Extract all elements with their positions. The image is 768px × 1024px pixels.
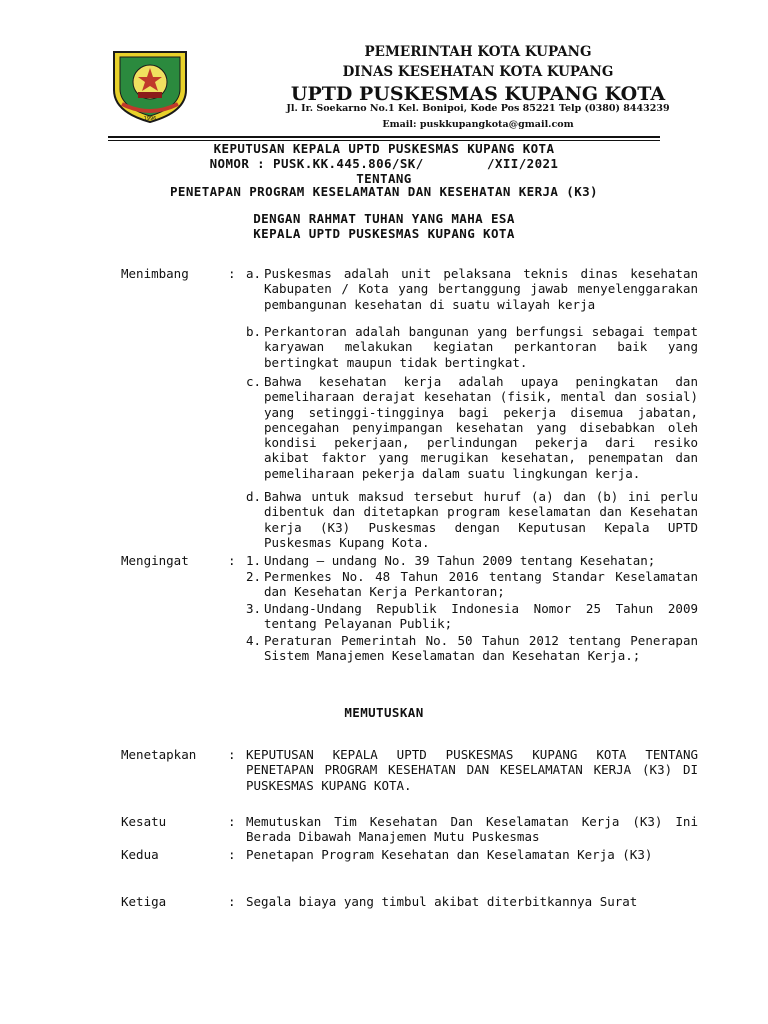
menimbang-colon: : bbox=[228, 266, 236, 281]
kesatu-text: Memutuskan Tim Kesehatan Dan Keselamatan Kerja (K3) Ini Berada Dibawah Manajemen Mutu Puskesmas bbox=[246, 814, 698, 845]
menetapkan-colon: : bbox=[228, 747, 236, 762]
menimbang-b-marker: b. bbox=[246, 324, 262, 339]
decree-number: NOMOR : PUSK.KK.445.806/SK/ /XII/2021 bbox=[209, 156, 559, 171]
mengingat-label: Mengingat bbox=[121, 553, 189, 568]
menimbang-c-marker: c. bbox=[246, 374, 262, 389]
mengingat-3-marker: 3. bbox=[246, 601, 262, 616]
kedua-label: Kedua bbox=[121, 847, 159, 862]
mengingat-1-marker: 1. bbox=[246, 553, 262, 568]
memutuskan-heading: MEMUTUSKAN bbox=[344, 705, 424, 720]
ketiga-text: Segala biaya yang timbul akibat diterbitkannya Surat bbox=[246, 894, 638, 909]
ketiga-label: Ketiga bbox=[121, 894, 167, 909]
header-email: Email: puskkupangkota@gmail.com bbox=[382, 119, 574, 130]
header-divider-thick bbox=[108, 136, 660, 138]
header-department: DINAS KESEHATAN KOTA KUPANG bbox=[342, 64, 614, 80]
menetapkan-text: KEPUTUSAN KEPALA UPTD PUSKESMAS KUPANG KOTA TENTANG PENETAPAN PROGRAM KESEHATAN DAN KESELAMATAN KERJA (K3) DI PUSKESMAS KUPANG KOTA. bbox=[246, 747, 698, 793]
kota-kupang-emblem bbox=[108, 46, 192, 124]
header-government: PEMERINTAH KOTA KUPANG bbox=[364, 44, 592, 60]
mengingat-4-marker: 4. bbox=[246, 633, 262, 648]
mengingat-1-text: Undang – undang No. 39 Tahun 2009 tentang Kesehatan; bbox=[264, 553, 656, 568]
menimbang-a-text: Puskesmas adalah unit pelaksana teknis dinas kesehatan Kabupaten / Kota yang bertanggung jawab menyelenggarakan pembangunan kesehatan di suatu wilayah kerja bbox=[264, 266, 698, 312]
menimbang-d-text: Bahwa untuk maksud tersebut huruf (a) dan (b) ini perlu dibentuk dan ditetapkan program keselamatan dan Kesehatan kerja (K3) Puskesmas dengan Keputusan Kepala UPTD Puskesmas Kupang Kota. bbox=[264, 489, 698, 550]
menimbang-c-text: Bahwa kesehatan kerja adalah upaya peningkatan dan pemeliharaan derajat kesehatan (fisik, mental dan sosial) yang setinggi-tingginya bagi pekerja disemua jabatan, pencegahan penyimpangan kesehatan yang disebabkan oleh kondisi pekerjaan, perlindungan pekerja dari resiko akibat faktor yang merugikan kesehatan, penempatan dan pemeliharaan pekerja dalam suatu lingkungan kerja. bbox=[264, 374, 698, 481]
kedua-text: Penetapan Program Kesehatan dan Keselamatan Kerja (K3) bbox=[246, 847, 653, 862]
header-institution: UPTD PUSKESMAS KUPANG KOTA bbox=[290, 83, 666, 105]
decree-about: TENTANG bbox=[356, 171, 412, 186]
ketiga-colon: : bbox=[228, 894, 236, 909]
decree-subject: PENETAPAN PROGRAM KESELAMATAN DAN KESEHATAN KERJA (K3) bbox=[170, 184, 598, 199]
mengingat-colon: : bbox=[228, 553, 236, 568]
mengingat-3-text: Undang-Undang Republik Indonesia Nomor 25 Tahun 2009 tentang Pelayanan Publik; bbox=[264, 601, 698, 632]
menimbang-a-marker: a. bbox=[246, 266, 262, 281]
blessing-line: DENGAN RAHMAT TUHAN YANG MAHA ESA bbox=[253, 211, 515, 226]
head-title-line: KEPALA UPTD PUSKESMAS KUPANG KOTA bbox=[253, 226, 515, 241]
menetapkan-label: Menetapkan bbox=[121, 747, 197, 762]
kesatu-label: Kesatu bbox=[121, 814, 167, 829]
menimbang-d-marker: d. bbox=[246, 489, 262, 504]
menimbang-label: Menimbang bbox=[121, 266, 189, 281]
mengingat-2-text: Permenkes No. 48 Tahun 2016 tentang Standar Keselamatan dan Kesehatan Kerja Perkantoran; bbox=[264, 569, 698, 600]
mengingat-4-text: Peraturan Pemerintah No. 50 Tahun 2012 tentang Penerapan Sistem Manajemen Keselamatan dan Kesehatan Kerja.; bbox=[264, 633, 698, 664]
kesatu-colon: : bbox=[228, 814, 236, 829]
mengingat-2-marker: 2. bbox=[246, 569, 262, 584]
menimbang-b-text: Perkantoran adalah bangunan yang berfungsi sebagai tempat karyawan melakukan kegiatan perkantoran baik yang bertingkat maupun tidak bertingkat. bbox=[264, 324, 698, 370]
logo-year: 1996 bbox=[143, 116, 157, 122]
kedua-colon: : bbox=[228, 847, 236, 862]
decree-title: KEPUTUSAN KEPALA UPTD PUSKESMAS KUPANG KOTA bbox=[213, 141, 555, 156]
header-address: Jl. Ir. Soekarno No.1 Kel. Bonipoi, Kode Pos 85221 Telp (0380) 8443239 bbox=[286, 103, 670, 114]
